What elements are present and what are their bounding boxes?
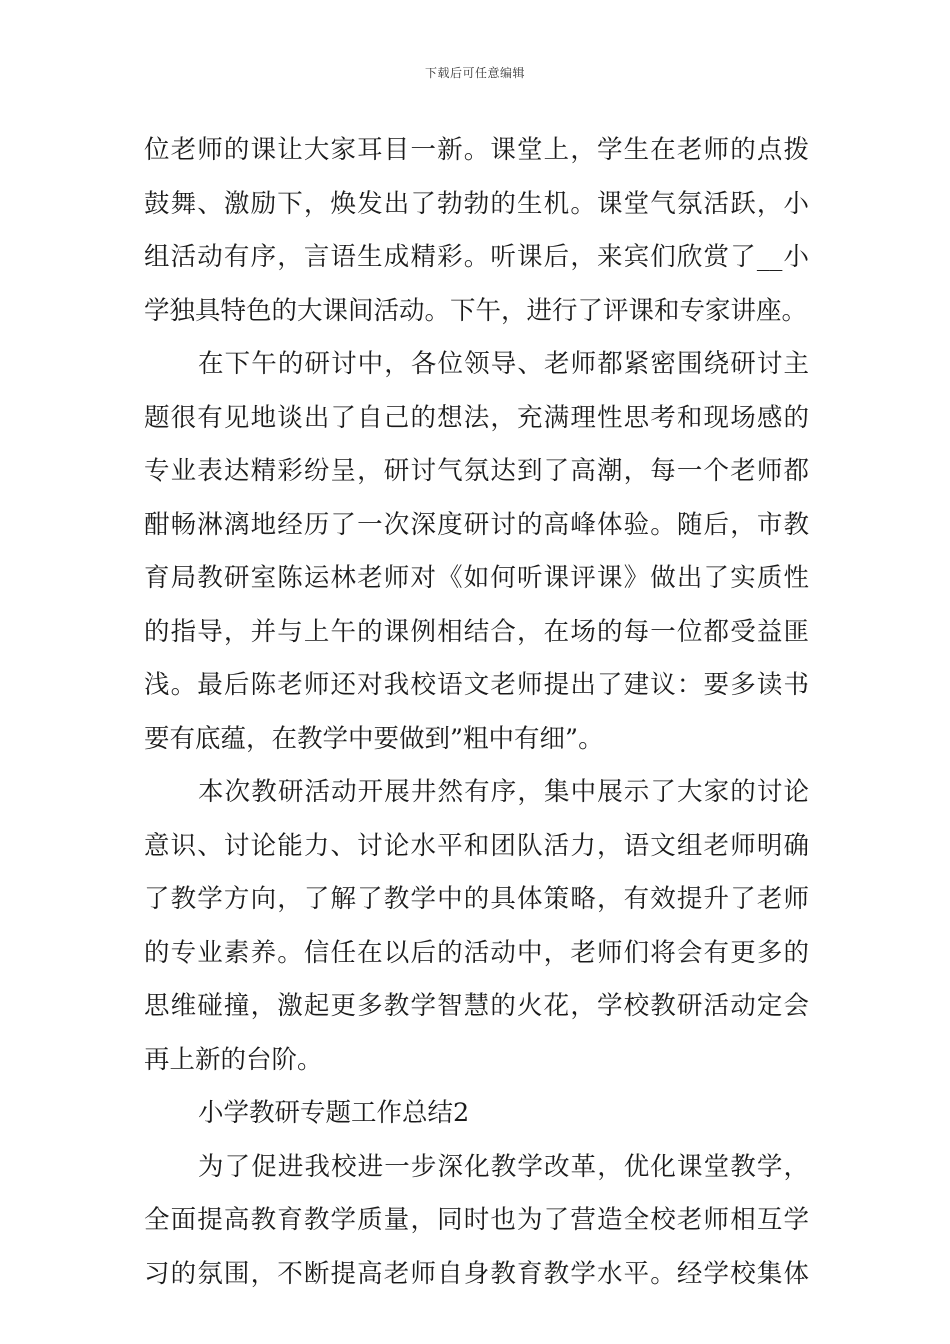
text-line: 习的氛围，不断提高老师自身教育教学水平。经学校集体 (144, 1258, 809, 1289)
text-line: 再上新的台阶。 (144, 1044, 323, 1075)
text-line: 本次教研活动开展井然有序，集中展示了大家的讨论 (198, 777, 809, 807)
text-line: 意识、讨论能力、讨论水平和团队活力，语文组老师明确 (144, 830, 809, 861)
text-line: 题很有见地谈出了自己的想法，充满理性思考和现场感的 (144, 402, 809, 433)
text-line: 学独具特色的大课间活动。下午，进行了评课和专家讲座。 (144, 295, 808, 326)
text-line: 要有底蕴，在教学中要做到”粗中有细”。 (144, 723, 604, 754)
text-line: 小学教研专题工作总结2 (198, 1098, 470, 1128)
document-body (144, 124, 809, 1301)
text-line: 鼓舞、激励下，焕发出了勃勃的生机。课堂气氛活跃，小 (144, 188, 809, 219)
text-line: 为了促进我校进一步深化教学改革，优化课堂教学， (198, 1151, 809, 1182)
page-header: 下载后可任意编辑 (424, 66, 525, 80)
text-line: 的指导，并与上午的课例相结合，在场的每一位都受益匪 (144, 616, 809, 647)
text-line: 思维碰撞，激起更多教学智慧的火花，学校教研活动定会 (144, 991, 809, 1021)
text-line: 组活动有序，言语生成精彩。听课后，来宾们欣赏了__小 (144, 242, 809, 272)
text-line: 育局教研室陈运林老师对《如何听课评课》做出了实质性 (144, 563, 809, 593)
text-line: 位老师的课让大家耳目一新。课堂上，学生在老师的点拨 (144, 135, 809, 165)
text-line: 的专业素养。信任在以后的活动中，老师们将会有更多的 (144, 937, 809, 968)
text-line: 了教学方向，了解了教学中的具体策略，有效提升了老师 (144, 884, 809, 914)
text-line: 浅。最后陈老师还对我校语文老师提出了建议：要多读书 (144, 670, 809, 700)
text-line: 在下午的研讨中，各位领导、老师都紧密围绕研讨主 (198, 349, 809, 379)
text-line: 专业表达精彩纷呈，研讨气氛达到了高潮，每一个老师都 (144, 456, 809, 486)
text-line: 全面提高教育教学质量，同时也为了营造全校老师相互学 (144, 1205, 809, 1235)
text-line: 酣畅淋漓地经历了一次深度研讨的高峰体验。随后，市教 (144, 509, 809, 540)
